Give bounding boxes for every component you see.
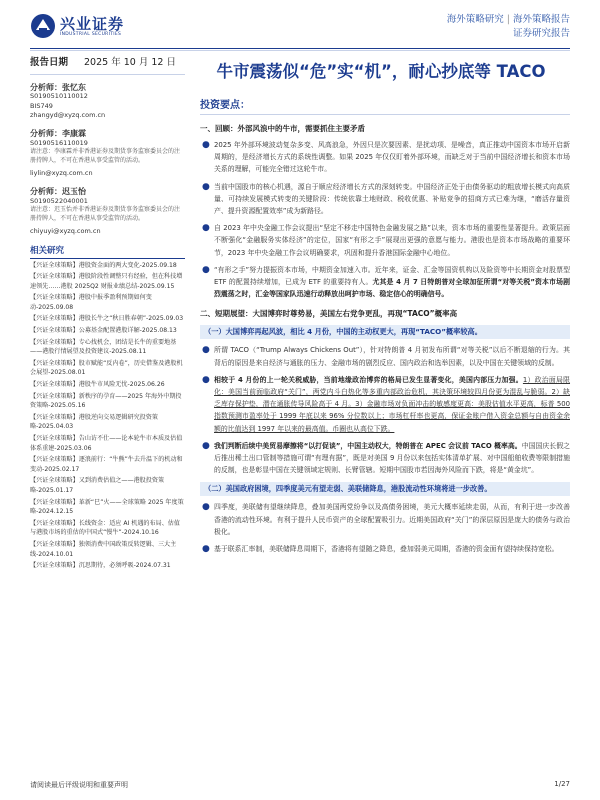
related-research-item[interactable]: 【兴证全球策略】沉思期待，必须呼吸-2024.07.31 [30,562,171,570]
report-date-label: 报告日期 [30,57,69,68]
analyst-note: 请注意：李康霖并非香港证券及期货事务监察委员会的注册持牌人，不可在香港从事受监管的活动。 [30,148,181,164]
related-research-item[interactable]: 【兴证全球策略】港股阶段性调整只有经验，但在科技增速领先……港股 2025Q2 财报业绩总结-2025.09.15 [30,273,183,290]
crumb-1: 海外策略研究 [446,14,504,25]
related-research-item[interactable]: 【兴证全球策略】独领消费中国政策反转逻辑、三大主线-2024.10.01 [30,540,177,558]
paragraph: ● 自 2023 年中央金融工作会议提出“坚定不移走中国特色金融发展之路”以来，资本市场的重要性显著提升。政策层面不断强化“金融服务实体经济”的定位，国家“有形之手”展现出更强的意愿与能力。港股也是资本市场战略的重要环节，2023 年中央金融工作会议明确要求，巩固和提升香港国际金融中心地位。 [202,223,570,257]
bullet-icon: ● [202,544,210,555]
bullet-icon: ● [202,440,210,451]
header-divider [30,48,570,49]
report-date-value: 2025 年 10 月 12 日 [84,57,176,68]
related-research-list [30,261,185,571]
analyst-2 [30,129,185,179]
company-logo [30,13,124,39]
analyst-name: 分析师：张忆东 [30,82,86,92]
paragraph: ● 所谓 TACO（“Trump Always Chickens Out”），针对特朗普 4 月初发布所谓“对等关税”以后不断退缩的行为。其背后的原因是来自经济与通胀的压力、金融市场的剧烈反应、国内政治和选举因素，以及中国在关键领域的反制。 [202,345,570,367]
analyst-name: 分析师：迟玉怡 [30,186,86,196]
report-title: 牛市震荡似“危”实“机”，耐心抄底等 TACO [216,62,546,81]
sidebar [30,58,185,571]
analyst-email[interactable]: chiyuyi@xyzq.com.cn [30,227,101,236]
page-number: 1/27 [554,780,570,788]
analyst-name: 分析师：李康霖 [30,128,86,138]
header-divider-thin [30,50,570,51]
related-research-item[interactable]: 【兴证全球策略】革新“巳”火——全球策略 2025 年度策略-2024.12.15 [30,498,184,516]
crumb-sep: | [506,14,510,25]
analyst-cert: S0190516110019 [30,138,88,147]
subsection-heading: （一）大国博弈再起风波，相比 4 月份，中国的主动权更大，再现“TACO”概率较高。 [200,325,570,339]
analyst-cert: S0190510110012 [30,92,88,101]
crumb-2: 海外策略报告 [512,14,570,25]
related-research-title: 相关研究 [30,247,185,259]
disclaimer-note: 请阅读最后评级说明和重要声明 [30,781,128,789]
logo-cn: 兴业证券 [60,14,125,33]
section-heading: 一、回顾：外部风浪中的牛市，需要抓住主要矛盾 [200,124,365,133]
subsection-heading: （二）美国政府困境，四季度美元有望走弱、美联储降息，港股流动性环境将进一步改善。 [200,482,570,496]
related-research-item[interactable]: 【兴证全球策略】逐浪前行：“牛熊”牛去升温下的机动和变动-2025.02.17 [30,456,183,473]
section-heading: 二、短期展望：大国博弈时尊势易，美国左右党争更乱，再现“TACO”概率高 [200,309,458,319]
related-research-item[interactable]: 【兴证全球策略】新秩序的孕育——2025 年海外中期投资策略-2025.05.16 [30,392,182,410]
analyst-1 [30,83,185,121]
paragraph: ● 我们判断后续中美贸易摩擦将“以打促谈”，中国主动权大，特朗普在 APEC 会议前 TACO 概率高。中国国庆长假之后推出稀土出口管制等措施可谓“有理有据”，既是对美国 9 月份以来包括实体清单扩展、对中国船舶收费等限制措施的反制，也是彰显中国在关键领域定规则、长臂管辖。短期中国股市若因海外风险而下跌，将是“黄金坑”。 [202,440,570,475]
sidebar-divider [30,74,185,75]
paragraph: ● 基于联系汇率制，美联储降息周期下，香港将有望随之降息，叠加弱美元周期，香港的资金面有望持续保持宽松。 [202,544,559,555]
main-content [200,58,570,555]
analyst-cert-hk: BIS749 [30,101,53,110]
bullet-icon: ● [202,264,210,275]
related-research-item[interactable]: 【兴证全球策略】港股牛市风险无忧-2025.06.26 [30,381,165,389]
paragraph: ● “有形之手”努力提振资本市场，中期资金加速入市。近年来，证金、汇金等国资机构以及险资等中长期资金对股票型 ETF 的配置持续增加，已成为 ETF 的重要持有人。尤其是 4 月 7 日特朗普对全球加征所谓“对等关税”资本市场剧烈震荡之时，汇金等国家队迅速行动释放出呵护市场、稳定信心的明确信号。 [202,264,570,299]
related-research-item[interactable]: 【兴证全球策略】港股资金面的两大变化-2025.09.18 [30,261,177,269]
related-research-item[interactable]: 【兴证全球策略】公募基金配置港股详解-2025.08.13 [30,327,177,335]
related-research-item[interactable]: 【兴证全球策略】股市赋能“反内卷”，历史借鉴及港股机会展望-2025.08.01 [30,359,183,377]
points-divider [200,114,570,115]
analyst-3 [30,187,185,237]
bullet-icon: ● [202,374,210,385]
related-research-item[interactable]: 【兴证全球策略】长线资金：适应 AI 机遇的布局、估值与港股市场的重估的中国式“慢牛”-2024.10.16 [30,519,180,537]
analyst-email[interactable]: zhangyd@xyzq.com.cn [30,111,106,120]
bullet-icon: ● [202,345,210,356]
report-type: 证券研究报告 [512,28,570,39]
analyst-email[interactable]: liylin@xyzq.com.cn [30,169,93,178]
bullet-icon: ● [202,502,210,513]
report-header [0,0,600,48]
paragraph: ● 当前中国股市的核心机遇，源自于顺应经济增长方式的深刻转变。中国经济正处于由债务驱动的粗放增长模式向高质量、可持续发展模式转变的关键阶段：传统依靠土地财政、税收优惠、补贴竞争的招商方式已难为继，“磨活存量资产、提升资源配置效率”成为新路径。 [202,181,570,216]
related-research-item[interactable]: 【兴证全球策略】专心找机会，团结是长牛的重要地基——港股行情展望及投资建议-2025.08.11 [30,338,177,356]
paragraph: ● 四季度，美联储有望继续降息，叠加美国两党纷争以及高债务困境，美元大概率延续走弱，从而，有利于进一步改善香港的流动性环境。有利于提升人民币资产的全球配置吸引力。近期美国政府“关门”的深层原因是庞大的债务与政治极化。 [202,502,570,536]
header-crumbs [447,13,570,41]
paragraph: ● 相较于 4 月份的上一轮关税威胁，当前地缘政治博弈的格局已发生显著变化，美国内部压力加强。1）政治面局限化：美国当前面临政府“关门”，两党内斗白热化等多重内部政治危机，其決策环境较四月份更为混乱与脆弱。2）缺乏库存保护垫，潜在通胀传导风险高于 4 月。3）金融市场对负面冲击的敏感度更高：美股估值水平更高，标普 500 指数预测市盈率处于 1999 年底以来 96% 分位数以上；市场杠杆率也更高，保证金账户借入资金总额与自由资金余额的比值达到 1997 年以来的最高值。币圈也从高位下跌。 [202,374,571,433]
paragraph: ● 2025 年外部环境波动复杂多变、风高浪急，外因只是次要因素、是扰动项、是噪音，真正推动中国资本市场开启新周期的，是经济增长方式的系统性调整。如果 2025 年仅仅盯着外部环境，而缺乏对于当前中国经济增长和资本市场关系的理解，可能完全错过这轮牛市。 [202,140,570,174]
bullet-icon: ● [202,140,210,150]
analyst-cert: S0190522040001 [30,196,88,205]
related-research-item[interactable]: 【兴证全球策略】港股逆向交易逻辑研究投资策略-2025.04.03 [30,413,158,431]
related-research-item[interactable]: 【兴证全球策略】又到消费估值之——港股投资策略-2025.01.17 [30,477,165,494]
report-date-row [30,58,185,68]
page-footer [30,780,570,790]
bullet-icon: ● [202,181,210,192]
points-heading: 投资要点： [200,100,250,111]
related-research-item[interactable]: 【兴证全球策略】港股长牛之“秋日胜春朝”-2025.09.03 [30,315,184,323]
analyst-note: 请注意：迟玉怡并非香港证券及期货事务监察委员会的注册持牌人，不可在香港从事受监管的活动。 [30,206,181,222]
bullet-icon: ● [202,223,210,234]
related-research-item[interactable]: 【兴证全球策略】告山访不仕——论本轮牛市本质及估值体系重建-2025.03.06 [30,435,183,452]
logo-icon [30,13,56,39]
logo-en: INDUSTRIAL SECURITIES [60,31,122,37]
related-research-item[interactable]: 【兴证全球策略】港股中报季盈利预期如何变动-2025.09.08 [30,294,152,311]
